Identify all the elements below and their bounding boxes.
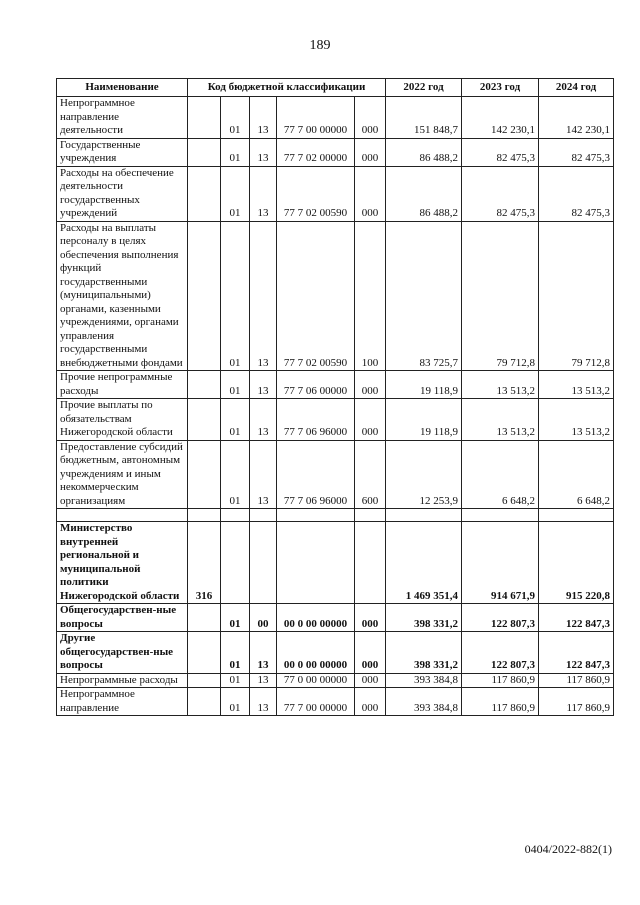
ministry-code-cell: 316 [188, 522, 221, 604]
value-2024-cell: 6 648,2 [539, 440, 614, 509]
section-code-cell: 01 [221, 399, 250, 441]
value-2024-cell: 79 712,8 [539, 221, 614, 371]
target-code-cell: 77 0 00 00000 [277, 673, 355, 688]
value-2024-cell: 82 475,3 [539, 166, 614, 221]
ministry-code-cell [188, 371, 221, 399]
target-code-cell: 77 7 06 96000 [277, 440, 355, 509]
subsection-code-cell: 13 [250, 632, 277, 674]
header-2022: 2022 год [386, 79, 462, 97]
target-code-cell: 77 7 02 00590 [277, 221, 355, 371]
expense-code-cell: 100 [355, 221, 386, 371]
subsection-code-cell: 13 [250, 371, 277, 399]
value-2022-cell: 151 848,7 [386, 97, 462, 139]
value-2022-cell: 19 118,9 [386, 399, 462, 441]
section-code-cell: 01 [221, 673, 250, 688]
section-code-cell: 01 [221, 440, 250, 509]
ministry-code-cell [188, 97, 221, 139]
value-2023-cell [462, 509, 539, 522]
value-2024-cell: 122 847,3 [539, 632, 614, 674]
row-name-cell: Расходы на выплаты персоналу в целях обеспечения выполнения функций государственными (муниципальными) органами, казенными учреждениями, органами управления государственными внебюджетными фондами [57, 221, 188, 371]
value-2023-cell: 79 712,8 [462, 221, 539, 371]
value-2022-cell: 398 331,2 [386, 604, 462, 632]
subsection-code-cell [250, 509, 277, 522]
table-row [57, 399, 614, 441]
row-name-cell: Государственные учреждения [57, 138, 188, 166]
table-row [57, 166, 614, 221]
section-code-cell: 01 [221, 688, 250, 716]
section-code-cell: 01 [221, 138, 250, 166]
target-code-cell: 77 7 00 00000 [277, 688, 355, 716]
value-2022-cell [386, 509, 462, 522]
expense-code-cell: 000 [355, 166, 386, 221]
header-2024: 2024 год [539, 79, 614, 97]
target-code-cell: 00 0 00 00000 [277, 632, 355, 674]
spacer-row [57, 509, 614, 522]
subsection-code-cell: 13 [250, 166, 277, 221]
value-2022-cell: 12 253,9 [386, 440, 462, 509]
value-2022-cell: 19 118,9 [386, 371, 462, 399]
value-2023-cell: 13 513,2 [462, 399, 539, 441]
table-row [57, 371, 614, 399]
ministry-code-cell [188, 688, 221, 716]
row-name-cell: Общегосударствен-ные вопросы [57, 604, 188, 632]
target-code-cell: 00 0 00 00000 [277, 604, 355, 632]
row-name-cell: Непрограммное направление [57, 688, 188, 716]
row-name-cell: Предоставление субсидий бюджетным, автономным учреждениям и иным некоммерческим организациям [57, 440, 188, 509]
header-2023: 2023 год [462, 79, 539, 97]
subsection-code-cell: 13 [250, 97, 277, 139]
target-code-cell: 77 7 02 00590 [277, 166, 355, 221]
expense-code-cell: 600 [355, 440, 386, 509]
budget-table [56, 78, 614, 716]
section-code-cell: 01 [221, 221, 250, 371]
expense-code-cell: 000 [355, 632, 386, 674]
row-name-cell: Непрограммное направление деятельности [57, 97, 188, 139]
table-row [57, 97, 614, 139]
target-code-cell: 77 7 06 96000 [277, 399, 355, 441]
ministry-code-cell [188, 138, 221, 166]
value-2022-cell: 1 469 351,4 [386, 522, 462, 604]
table-row [57, 632, 614, 674]
value-2022-cell: 83 725,7 [386, 221, 462, 371]
subsection-code-cell: 00 [250, 604, 277, 632]
value-2023-cell: 13 513,2 [462, 371, 539, 399]
table-row [57, 440, 614, 509]
ministry-code-cell [188, 604, 221, 632]
row-name-cell: Непрограммные расходы [57, 673, 188, 688]
value-2023-cell: 117 860,9 [462, 673, 539, 688]
row-name-cell [57, 509, 188, 522]
ministry-code-cell [188, 166, 221, 221]
section-code-cell: 01 [221, 371, 250, 399]
ministry-code-cell [188, 440, 221, 509]
section-code-cell [221, 522, 250, 604]
table-row [57, 221, 614, 371]
section-code-cell: 01 [221, 604, 250, 632]
table-row [57, 522, 614, 604]
value-2024-cell: 13 513,2 [539, 399, 614, 441]
subsection-code-cell [250, 522, 277, 604]
subsection-code-cell: 13 [250, 138, 277, 166]
value-2023-cell: 142 230,1 [462, 97, 539, 139]
table-row [57, 673, 614, 688]
row-name-cell: Расходы на обеспечение деятельности государственных учреждений [57, 166, 188, 221]
value-2023-cell: 117 860,9 [462, 688, 539, 716]
value-2024-cell: 117 860,9 [539, 688, 614, 716]
section-code-cell: 01 [221, 166, 250, 221]
ministry-code-cell [188, 221, 221, 371]
value-2024-cell: 117 860,9 [539, 673, 614, 688]
expense-code-cell: 000 [355, 604, 386, 632]
table-row [57, 688, 614, 716]
value-2022-cell: 393 384,8 [386, 673, 462, 688]
ministry-code-cell [188, 399, 221, 441]
value-2023-cell: 122 807,3 [462, 604, 539, 632]
value-2023-cell: 82 475,3 [462, 166, 539, 221]
value-2024-cell: 915 220,8 [539, 522, 614, 604]
row-name-cell: Министерство внутренней региональной и муниципальной политики Нижегородской области [57, 522, 188, 604]
target-code-cell: 77 7 06 00000 [277, 371, 355, 399]
row-name-cell: Прочие выплаты по обязательствам Нижегородской области [57, 399, 188, 441]
value-2024-cell: 142 230,1 [539, 97, 614, 139]
header-budget-code: Код бюджетной классификации [188, 79, 386, 97]
value-2023-cell: 914 671,9 [462, 522, 539, 604]
value-2022-cell: 398 331,2 [386, 632, 462, 674]
section-code-cell [221, 509, 250, 522]
value-2022-cell: 393 384,8 [386, 688, 462, 716]
expense-code-cell: 000 [355, 138, 386, 166]
header-name: Наименование [57, 79, 188, 97]
target-code-cell [277, 509, 355, 522]
value-2024-cell: 122 847,3 [539, 604, 614, 632]
subsection-code-cell: 13 [250, 440, 277, 509]
document-code: 0404/2022-882(1) [524, 842, 612, 856]
expense-code-cell: 000 [355, 371, 386, 399]
ministry-code-cell [188, 632, 221, 674]
expense-code-cell: 000 [355, 97, 386, 139]
ministry-code-cell [188, 509, 221, 522]
row-name-cell: Прочие непрограммные расходы [57, 371, 188, 399]
value-2023-cell: 6 648,2 [462, 440, 539, 509]
value-2024-cell: 13 513,2 [539, 371, 614, 399]
value-2022-cell: 86 488,2 [386, 166, 462, 221]
value-2024-cell [539, 509, 614, 522]
value-2022-cell: 86 488,2 [386, 138, 462, 166]
expense-code-cell: 000 [355, 399, 386, 441]
value-2023-cell: 82 475,3 [462, 138, 539, 166]
ministry-code-cell [188, 673, 221, 688]
subsection-code-cell: 13 [250, 221, 277, 371]
section-code-cell: 01 [221, 632, 250, 674]
section-code-cell: 01 [221, 97, 250, 139]
expense-code-cell [355, 522, 386, 604]
table-row [57, 138, 614, 166]
page-number: 189 [309, 38, 331, 53]
value-2024-cell: 82 475,3 [539, 138, 614, 166]
subsection-code-cell: 13 [250, 399, 277, 441]
table-row [57, 604, 614, 632]
target-code-cell: 77 7 02 00000 [277, 138, 355, 166]
target-code-cell: 77 7 00 00000 [277, 97, 355, 139]
expense-code-cell: 000 [355, 688, 386, 716]
row-name-cell: Другие общегосударствен-ные вопросы [57, 632, 188, 674]
subsection-code-cell: 13 [250, 688, 277, 716]
table-header-row [57, 79, 614, 97]
expense-code-cell: 000 [355, 673, 386, 688]
value-2023-cell: 122 807,3 [462, 632, 539, 674]
subsection-code-cell: 13 [250, 673, 277, 688]
target-code-cell [277, 522, 355, 604]
table-body [57, 97, 614, 716]
expense-code-cell [355, 509, 386, 522]
